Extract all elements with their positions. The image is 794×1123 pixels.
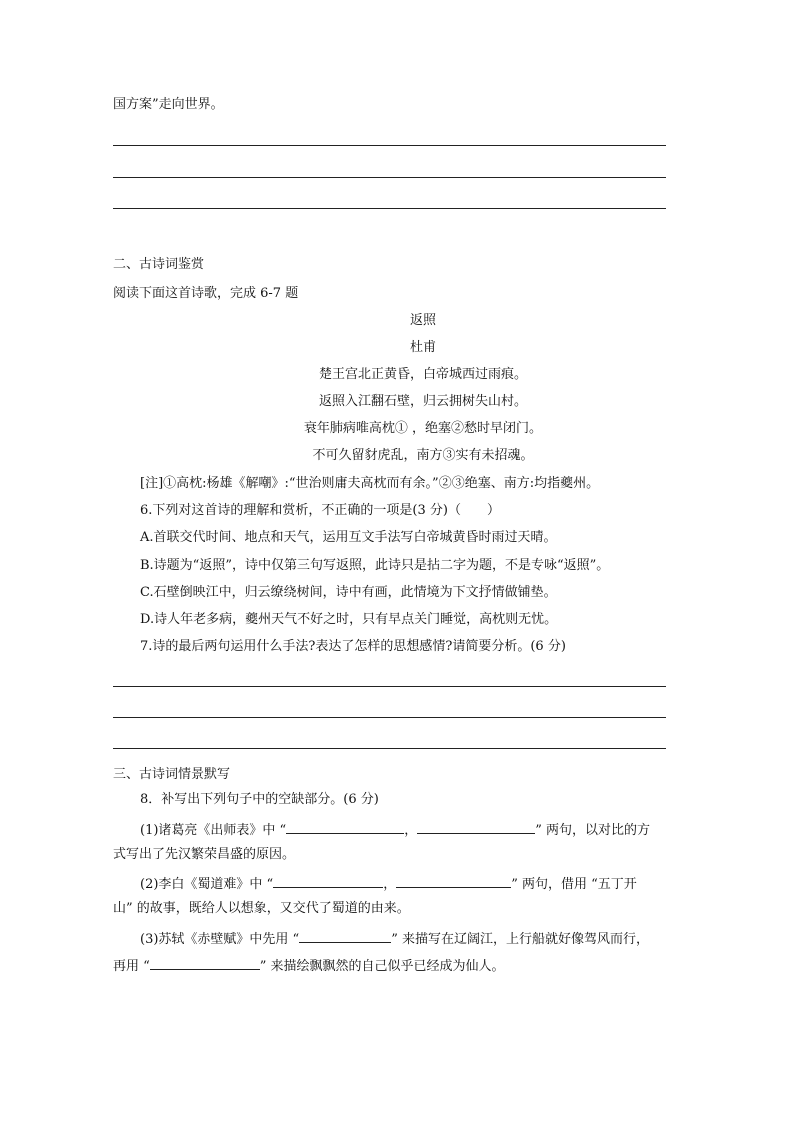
answer-line bbox=[113, 177, 666, 178]
fill-item-3-continued bbox=[113, 955, 505, 976]
blank-3a[interactable] bbox=[299, 928, 391, 943]
section2-heading: 二、古诗词鉴赏 bbox=[113, 257, 205, 272]
poem-line: 不可久留豺虎乱，南方③实有未招魂。 bbox=[312, 448, 534, 463]
blank-2b[interactable] bbox=[396, 873, 511, 888]
fill-item-1-separator: ， bbox=[404, 823, 418, 838]
fill-item-3 bbox=[140, 928, 649, 949]
fill-item-2-continued: 山” 的故事，既给人以想象，又交代了蜀道的由来。 bbox=[113, 901, 410, 916]
section3-heading: 三、古诗词情景默写 bbox=[113, 767, 231, 782]
fill-item-2 bbox=[140, 873, 637, 894]
q8-stem: 8．补写出下列句子中的空缺部分。(6 分) bbox=[140, 792, 379, 807]
answer-line bbox=[113, 145, 666, 146]
q6-option-b: B.诗题为“返照”，诗中仅第三句写返照，此诗只是拈二字为题，不是专咏“返照”。 bbox=[140, 558, 610, 573]
answer-line bbox=[113, 686, 666, 687]
poem-author: 杜甫 bbox=[409, 340, 436, 355]
fill-item-3-suffix2: ” 来描绘飘飘然的自己似乎已经成为仙人。 bbox=[259, 959, 505, 974]
answer-line bbox=[113, 717, 666, 718]
q6-option-d: D.诗人年老多病，夔州天气不好之时，只有早点关门睡觉，高枕则无忧。 bbox=[140, 612, 558, 627]
intro-tail-text: 国方案”走向世界。 bbox=[113, 97, 224, 112]
poem-line: 返照入江翻石壁，归云拥树失山村。 bbox=[318, 394, 527, 409]
fill-item-3-prefix2: 再用 “ bbox=[113, 959, 150, 974]
poem-line: 衰年肺病唯高枕① ，绝塞②愁时早闭门。 bbox=[303, 421, 543, 436]
answer-line bbox=[113, 208, 666, 209]
section2-instruction: 阅读下面这首诗歌，完成 6-7 题 bbox=[113, 286, 299, 301]
fill-item-3-suffix: ” 来描写在辽阔江，上行船就好像驾风而行， bbox=[391, 932, 649, 947]
fill-item-2-suffix: ” 两句，借用 “五丁开 bbox=[511, 877, 637, 892]
blank-1a[interactable] bbox=[286, 819, 404, 834]
q6-option-a: A.首联交代时间、地点和天气，运用互文手法写白帝城黄昏时雨过天晴。 bbox=[140, 530, 557, 545]
fill-item-3-prefix: (3)苏轼《赤壁赋》中先用 “ bbox=[140, 932, 300, 947]
blank-3b[interactable] bbox=[150, 955, 260, 970]
fill-item-2-separator: ， bbox=[383, 877, 397, 892]
fill-item-1-continued: 式写出了先汉繁荣昌盛的原因。 bbox=[113, 847, 296, 862]
poem-title: 返照 bbox=[409, 313, 436, 328]
fill-item-1-suffix: ” 两句，以对比的方 bbox=[535, 823, 650, 838]
fill-item-1-prefix: (1)诸葛亮《出师表》中 “ bbox=[140, 823, 287, 838]
poem-line: 楚王宫北正黄昏，白帝城西过雨痕。 bbox=[318, 367, 527, 382]
fill-item-2-prefix: (2)李白《蜀道难》中 “ bbox=[140, 877, 274, 892]
q7-stem: 7.诗的最后两句运用什么手法?表达了怎样的思想感情?请简要分析。(6 分) bbox=[140, 639, 566, 654]
poem-note: [注]①高枕:杨雄《解嘲》:“世治则庸夫高枕而有余。”②③绝塞、南方:均指夔州。 bbox=[140, 476, 600, 491]
fill-item-1 bbox=[140, 819, 650, 840]
q6-stem: 6.下列对这首诗的理解和赏析，不正确的一项是(3 分)（ ） bbox=[140, 503, 500, 518]
blank-2a[interactable] bbox=[273, 873, 383, 888]
blank-1b[interactable] bbox=[417, 819, 535, 834]
answer-line bbox=[113, 748, 666, 749]
q6-option-c: C.石壁倒映江中，归云缭绕树间，诗中有画，此情境为下文抒情做铺垫。 bbox=[140, 585, 557, 600]
